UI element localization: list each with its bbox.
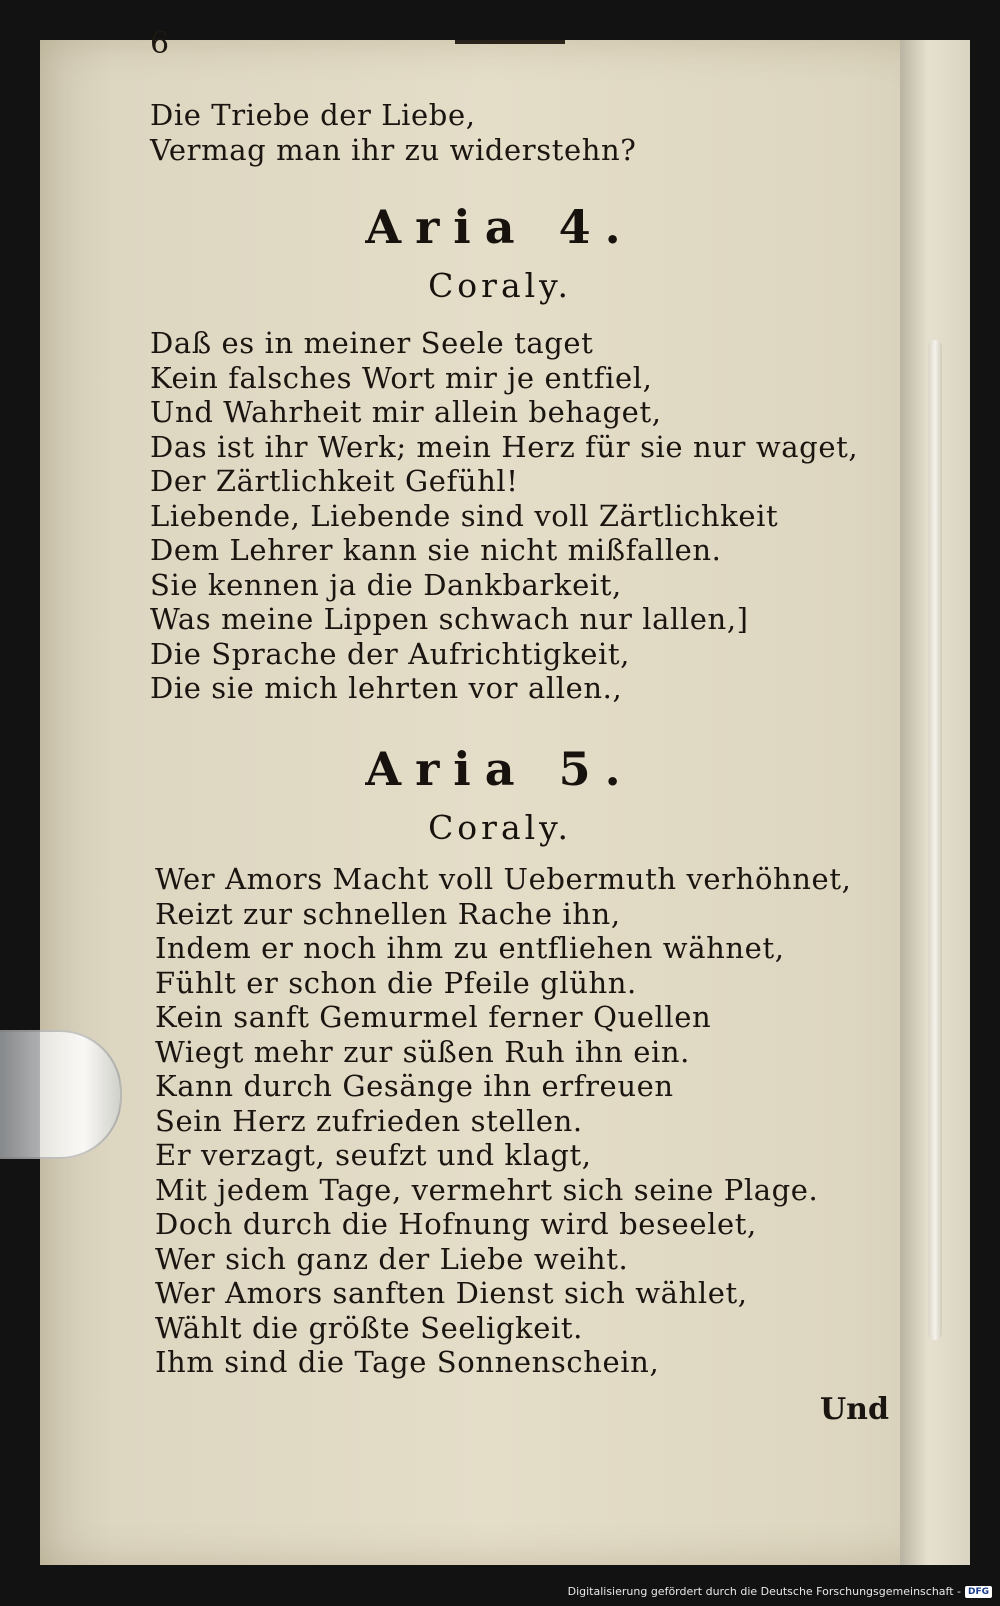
intro-verse	[150, 98, 636, 167]
aria-4-speaker: Coraly.	[428, 266, 572, 305]
aria-4-verse	[150, 326, 858, 706]
verse-line: Was meine Lippen schwach nur lallen,]	[150, 602, 749, 636]
verse-line: Dem Lehrer kann sie nicht mißfallen.	[150, 533, 722, 567]
verse-line: Sein Herz zufrieden stellen.	[155, 1103, 583, 1138]
verse-line: Reizt zur schnellen Rache ihn,	[155, 896, 621, 931]
verse-line: Vermag man ihr zu widerstehn?	[150, 132, 637, 167]
verse-line: Wer sich ganz der Liebe weiht.	[155, 1241, 629, 1276]
verse-line: Und Wahrheit mir allein behaget,	[150, 395, 662, 429]
aria-4-title: Aria 4.	[365, 200, 635, 254]
verse-line: Die Triebe der Liebe,	[150, 98, 476, 132]
page-clip	[0, 1030, 122, 1159]
verse-line: Der Zärtlichkeit Gefühl!	[150, 464, 519, 498]
verse-line: Er verzagt, seufzt und klagt,	[155, 1138, 592, 1172]
verse-line: Ihm sind die Tage Sonnenschein,	[155, 1345, 660, 1379]
header-rule	[455, 40, 565, 44]
aria-5-title: Aria 5.	[365, 742, 635, 796]
verse-line: Wählt die größte Seeligkeit.	[155, 1310, 583, 1345]
verse-line: Sie kennen ja die Dankbarkeit,	[150, 567, 622, 602]
verse-line: Kein sanft Gemurmel ferner Quellen	[155, 1000, 712, 1034]
verse-line: Kein falsches Wort mir je entfiel,	[150, 360, 653, 395]
verse-line: Liebende, Liebende sind voll Zärtlichkeit	[150, 498, 779, 533]
verse-line: Die Sprache der Aufrichtigkeit,	[150, 636, 630, 671]
verse-line: Die sie mich lehrten vor allen.,	[150, 671, 623, 705]
verse-line: Mit jedem Tage, vermehrt sich seine Plage.	[155, 1172, 819, 1207]
verse-line: Kann durch Gesänge ihn erfreuen	[155, 1069, 674, 1103]
digitization-credit	[568, 1585, 992, 1598]
verse-line: Wiegt mehr zur süßen Ruh ihn ein.	[155, 1034, 691, 1069]
verse-line: Wer Amors Macht voll Uebermuth verhöhnet,	[155, 862, 852, 896]
aria-5-speaker: Coraly.	[428, 808, 572, 847]
page-number: 6	[150, 26, 170, 61]
catchword: Und	[820, 1392, 889, 1427]
verse-line: Fühlt er schon die Pfeile glühn.	[155, 965, 637, 1000]
verse-line: Das ist ihr Werk; mein Herz für sie nur waget,	[150, 429, 859, 464]
verse-line: Daß es in meiner Seele taget	[150, 326, 594, 360]
aria-5-verse	[155, 862, 851, 1380]
dfg-logo: DFG	[965, 1586, 992, 1598]
verse-line: Indem er noch ihm zu entfliehen wähnet,	[155, 931, 785, 965]
verse-line: Doch durch die Hofnung wird beseelet,	[155, 1207, 757, 1241]
credit-text: Digitalisierung gefördert durch die Deutsche Forschungsgemeinschaft -	[567, 1585, 961, 1598]
verse-line: Wer Amors sanften Dienst sich wählet,	[155, 1276, 748, 1310]
